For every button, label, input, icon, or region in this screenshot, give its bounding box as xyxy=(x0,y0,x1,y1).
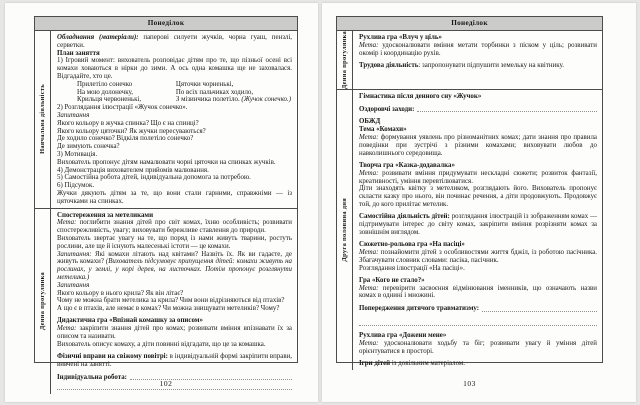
paragraph xyxy=(359,118,597,126)
poem-line-left xyxy=(77,89,176,97)
paragraph xyxy=(359,185,597,208)
text-run: із довільним матеріалом. xyxy=(390,360,465,368)
text-run: Запитання xyxy=(57,111,90,119)
text-run: По всіх пальчиках ходило, xyxy=(175,88,254,96)
text-run: (Жучок сонечко.) xyxy=(241,96,291,104)
day-plan-table-left xyxy=(34,16,298,381)
sidebar-label: Денна прогулянка xyxy=(39,272,46,331)
text-run: Ігри дітей xyxy=(359,360,391,368)
dotted-blank xyxy=(482,305,597,312)
text-run: 5) Самостійна робота дітей, індивідуальна допомога за потребою. xyxy=(57,174,251,182)
paragraph xyxy=(57,251,292,282)
fill-in-line xyxy=(359,305,597,314)
text-run: Сюжетно-рольова гра «На пасіці» xyxy=(359,241,465,249)
text-run: Цяточки чорненькі, xyxy=(175,80,234,88)
text-run: А що є в птахів, але немає в комах? Чи можна знищувати метеликів? Чому? xyxy=(57,305,280,313)
paragraph xyxy=(57,317,292,325)
text-run: познайомити дітей з особливостями життя бджіл, із роботою пасічника. Збагачувати словник словами: пасіка, пасічник. xyxy=(359,248,597,264)
poem-line-right xyxy=(176,96,292,104)
text-run: Крильця червоненькі, xyxy=(77,96,142,104)
text-run: Оздоровчі заходи: xyxy=(359,106,415,114)
sidebar-cell xyxy=(35,209,51,394)
text-run: Мета: xyxy=(359,41,379,49)
text-run: Гра «Кого не стало?» xyxy=(359,276,425,284)
text-run: Мета: xyxy=(359,339,379,347)
paragraph xyxy=(57,305,292,313)
sidebar-cell xyxy=(337,90,353,370)
paragraph xyxy=(359,42,597,58)
text-run: Творча гра «Казка-додавалка» xyxy=(359,161,455,169)
page-number: 102 xyxy=(159,379,173,388)
paragraph xyxy=(57,159,292,167)
paragraph xyxy=(57,167,292,175)
text-run: удосконалювати вміння метати торбинки з піском у ціль; розвивати окомір і координацію рухів. xyxy=(359,41,597,57)
fill-in-line xyxy=(359,105,597,114)
paragraph xyxy=(57,182,292,190)
riddle-poem xyxy=(57,81,292,104)
paragraph xyxy=(359,265,597,273)
text-run: паперові силуети жучків, чорна гуаш, пензлі, серветки. xyxy=(57,34,292,49)
paragraph xyxy=(57,50,292,58)
paragraph xyxy=(57,297,292,305)
text-run: 6) Підсумок. xyxy=(57,182,95,190)
book-page-right xyxy=(322,3,636,402)
paragraph xyxy=(57,151,292,159)
text-run: 1) Ігровий момент: вихователь розповідає дітям про те, що пізньої осені всі комахи ховаються в нірки до зими. А ось одна комашка ще не заховалася. Відгадайте, хто це. xyxy=(57,57,292,80)
text-run: перевірити засвоєння відмінювання іменників, що означають назви комах в однині і множині. xyxy=(359,284,597,300)
table-row xyxy=(35,31,297,208)
text-run: Вихователь описує комаху, а діти повинні відгадати, що це за комашка. xyxy=(57,340,266,348)
paragraph xyxy=(57,282,292,290)
paragraph xyxy=(359,241,597,249)
text-run: Діти знаходять квітку з метеликом, розглядають його. Вихователь пропонує скласти казку про нього, він починає речення, а діти продовжують. Продовжує той, до кого прилітає метелик. xyxy=(359,185,597,208)
paragraph xyxy=(359,134,597,157)
sidebar-label: Денна прогулянка xyxy=(341,31,348,90)
text-run: Якого кольору в жучка спинка? Що є на спинці? xyxy=(57,119,199,127)
section-content xyxy=(353,90,602,370)
text-run: Запитання xyxy=(57,281,90,289)
dotted-blank xyxy=(417,105,597,112)
paragraph xyxy=(57,143,292,151)
poem-line-left xyxy=(77,81,176,89)
text-run: Мета: xyxy=(57,325,77,333)
text-run: Самостійна діяльність дітей: xyxy=(359,213,450,221)
text-run: закріпити знання дітей про комах; розвивати вміння впізнавати їх за описом та називати. xyxy=(57,325,292,340)
text-run: Мета: xyxy=(359,248,379,256)
paragraph xyxy=(359,285,597,301)
paragraph xyxy=(359,126,597,134)
paragraph xyxy=(57,190,292,206)
text-run: Фізичні вправи на свіжому повітрі: xyxy=(57,353,168,361)
table-row xyxy=(35,208,297,394)
paragraph xyxy=(359,277,597,285)
text-run: Мета: xyxy=(359,169,379,177)
paragraph xyxy=(57,135,292,143)
sidebar-label: Друга половина дня xyxy=(341,198,348,262)
paragraph xyxy=(57,235,292,251)
paragraph xyxy=(359,249,597,265)
paragraph xyxy=(359,93,597,101)
text-run: (Вихователь підсумовує припущення дітей: комахи живуть на рослинах, у землі, у корі дерев, на листочках. Потім пропонує розглянути метелика.) xyxy=(57,258,292,281)
table-row xyxy=(337,31,602,89)
paragraph xyxy=(57,325,292,341)
sidebar-cell xyxy=(337,31,353,89)
text-run: Індивідуальна робота: xyxy=(57,373,127,381)
paragraph xyxy=(359,170,597,186)
text-run: розвивати вміння придумувати нескладні сюжети; розвиток фантазії, креативності, уміння перевтілюватися. xyxy=(359,169,597,185)
paragraph xyxy=(57,219,292,235)
text-run: Якого кольору в нього крила? Як він літає? xyxy=(57,289,184,297)
sidebar-label: Навчальна діяльність xyxy=(39,84,46,155)
text-run: Якого кольору цяточки? Як жучки пересуваються? xyxy=(57,127,206,135)
section-content xyxy=(353,31,602,89)
text-run: ОБЖД xyxy=(359,118,381,126)
paragraph xyxy=(359,360,597,368)
text-run: Тема «Комахи» xyxy=(359,126,407,134)
text-run: На мою долонечку, xyxy=(77,88,133,96)
text-run: Які комахи літають над квітами? Назвіть їх. Як ви гадаєте, де живуть комахи? xyxy=(57,250,292,266)
text-run: Попередження дитячого травматизму: xyxy=(359,305,480,313)
paragraph xyxy=(359,162,597,170)
text-run: Дидактична гра «Впізнай комашку за описом» xyxy=(57,317,203,325)
paragraph xyxy=(57,353,292,369)
paragraph xyxy=(57,104,292,112)
text-run: Рухлива гра «Дожени мене» xyxy=(359,332,447,340)
text-run: Чому не можна брати метелика за крила? Чим вони відрізняються від птахів? xyxy=(57,297,285,305)
text-run: Де ходило сонечко? Відкіля полетіло сонечко? xyxy=(57,135,194,143)
day-plan-table-right xyxy=(336,16,603,368)
dotted-blank-line xyxy=(359,318,597,326)
paragraph xyxy=(57,34,292,50)
text-run: 4) Демонстрація вихователем прийомів малювання. xyxy=(57,166,209,174)
text-run: Жучки дякують дітям за те, що вони стали гарними, справжніми — із цяточками на спинках. xyxy=(57,189,292,205)
text-run: Спостереження за метеликами xyxy=(57,211,154,219)
poem-line-right xyxy=(176,89,292,97)
section-content xyxy=(51,31,297,208)
paragraph xyxy=(57,128,292,136)
text-run: Де зимують сонечка? xyxy=(57,143,120,151)
page-number: 103 xyxy=(463,379,476,388)
text-run: 2) Розглядання ілюстрації «Жучок сонечко». xyxy=(57,104,188,112)
paragraph xyxy=(57,290,292,298)
paragraph xyxy=(57,341,292,349)
day-header: Понеділок xyxy=(337,17,602,31)
text-run: 3) Мотивація. xyxy=(57,150,98,158)
paragraph xyxy=(57,57,292,80)
paragraph xyxy=(359,34,597,42)
text-run: Обладнання (матеріали): xyxy=(57,34,139,41)
text-run: поглибити знання дітей про світ комах, їхню особливість; розвивати спостережливість, увагу; виховувати бережливе ставлення до природи. xyxy=(57,219,292,235)
text-run: Мета: xyxy=(359,284,379,292)
text-run: Трудова діяльність xyxy=(359,61,419,69)
text-run: формування уявлень про різноманітних комах; дати знання про правила поведінки при зустрічі з різними комахами; виховувати любов до навколишнього середовища. xyxy=(359,134,597,157)
paragraph xyxy=(359,213,597,236)
sidebar-cell xyxy=(35,31,51,208)
text-run: Вихователь пропонує дітям намалювати чорні цяточки на спинках жучків. xyxy=(57,158,276,166)
poem-line-left xyxy=(77,96,176,104)
day-header: Понеділок xyxy=(35,17,297,31)
text-run: Вихователь звертає увагу на те, що поряд із нами живуть тварини, ростуть рослини, але ще й існують малесенькі істоти — це комахи. xyxy=(57,234,292,250)
paragraph xyxy=(57,120,292,128)
text-run: План заняття xyxy=(57,49,100,57)
paragraph xyxy=(359,340,597,356)
text-run: Запитання: xyxy=(57,250,95,258)
table-row xyxy=(337,89,602,370)
paragraph xyxy=(359,62,597,70)
text-run: Мета: xyxy=(359,134,379,142)
text-run: : запропонувати підпушити земельку на квітнику. xyxy=(418,61,564,69)
poem-line-right xyxy=(176,81,292,89)
text-run: З мізинчика полетіло. xyxy=(175,96,242,104)
text-run: Мета: xyxy=(57,219,77,227)
text-run: розглядання ілюстрацій із зображенням комах — підтримувати інтерес до світу комах, закріпити вміння розрізняти комах за зовнішнім виглядом. xyxy=(359,213,597,236)
section-content xyxy=(51,209,297,394)
text-run: Рухлива гра «Влуч у ціль» xyxy=(359,34,442,41)
text-run: в індивідуальній формі закріпити вправи, вивчені на занятті. xyxy=(57,353,292,368)
text-run: удосконалювати ходьбу та біг; розвивати увагу й уміння дітей орієнтуватися в просторі. xyxy=(359,339,597,355)
paragraph xyxy=(359,332,597,340)
text-run: Гімнастика після денного сну «Жучок» xyxy=(359,93,482,101)
paragraph xyxy=(57,174,292,182)
text-run: Прилетіло сонечко xyxy=(77,80,133,88)
book-page-left xyxy=(5,3,318,402)
paragraph xyxy=(57,212,292,220)
text-run: Розглядання ілюстрації «На пасіці». xyxy=(359,264,465,272)
paragraph xyxy=(57,112,292,120)
